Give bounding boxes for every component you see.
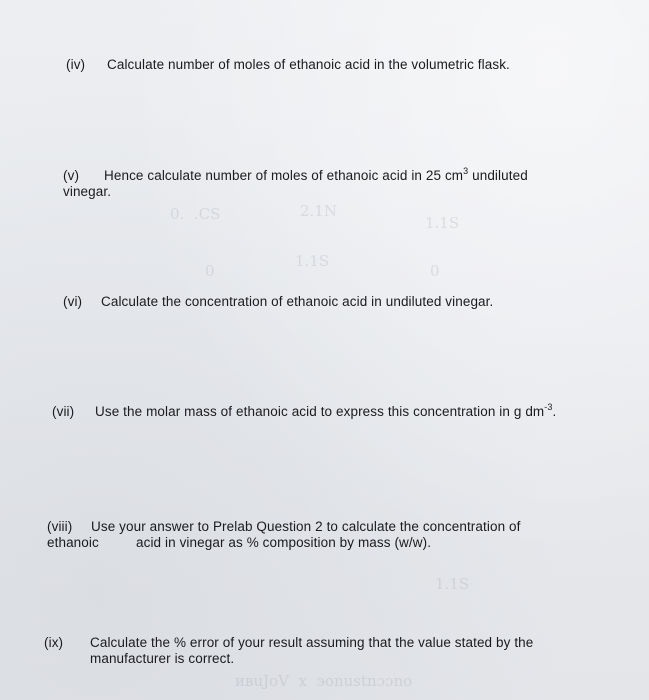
show-through-mark: 1.1S: [295, 252, 330, 270]
question-vi: [63, 294, 493, 310]
question-text-line2: vinegar.: [63, 184, 112, 199]
show-through-mark: 1.1S: [425, 214, 460, 232]
question-text: .: [552, 404, 557, 419]
question-number: (v): [63, 168, 80, 183]
question-v: [63, 165, 528, 200]
question-text: undiluted: [468, 168, 528, 183]
question-text: Hence calculate number of moles of ethanoic acid in 25 cm: [104, 168, 464, 183]
question-number: (viii): [47, 519, 73, 534]
show-through-mark: 1.1S: [435, 575, 470, 593]
question-text: Calculate number of moles of ethanoic acid in the volumetric flask.: [107, 57, 510, 72]
question-text: Use your answer to Prelab Question 2 to calculate the concentration of: [91, 519, 521, 534]
question-number: (vii): [52, 404, 75, 419]
question-text-line2: manufacturer is correct.: [90, 651, 235, 666]
question-number: (ix): [44, 635, 64, 650]
question-text: Calculate the % error of your result assuming that the value stated by the: [90, 635, 534, 650]
question-text-line2: ethanoic: [47, 535, 99, 550]
question-iv: [66, 57, 510, 73]
question-vii: [52, 401, 557, 420]
question-text: Calculate the concentration of ethanoic acid in undiluted vinegar.: [101, 294, 494, 309]
show-through-mark: 0: [205, 262, 215, 280]
show-through-mark: 0. .CS: [170, 205, 221, 223]
question-text-line2: acid in vinegar as % composition by mass (w/w).: [136, 535, 432, 550]
show-through-mark: ивuJoV x эonustnɔɔno: [235, 672, 413, 690]
question-number: (vi): [63, 294, 83, 309]
question-text: Use the molar mass of ethanoic acid to express this concentration in g dm: [95, 404, 545, 419]
superscript: 3: [463, 165, 469, 176]
show-through-mark: 0: [430, 262, 440, 280]
question-ix: [44, 635, 533, 667]
question-viii: [47, 519, 521, 551]
question-number: (iv): [66, 57, 86, 72]
superscript: -3: [544, 401, 553, 412]
show-through-mark: 2.1N: [300, 202, 337, 220]
